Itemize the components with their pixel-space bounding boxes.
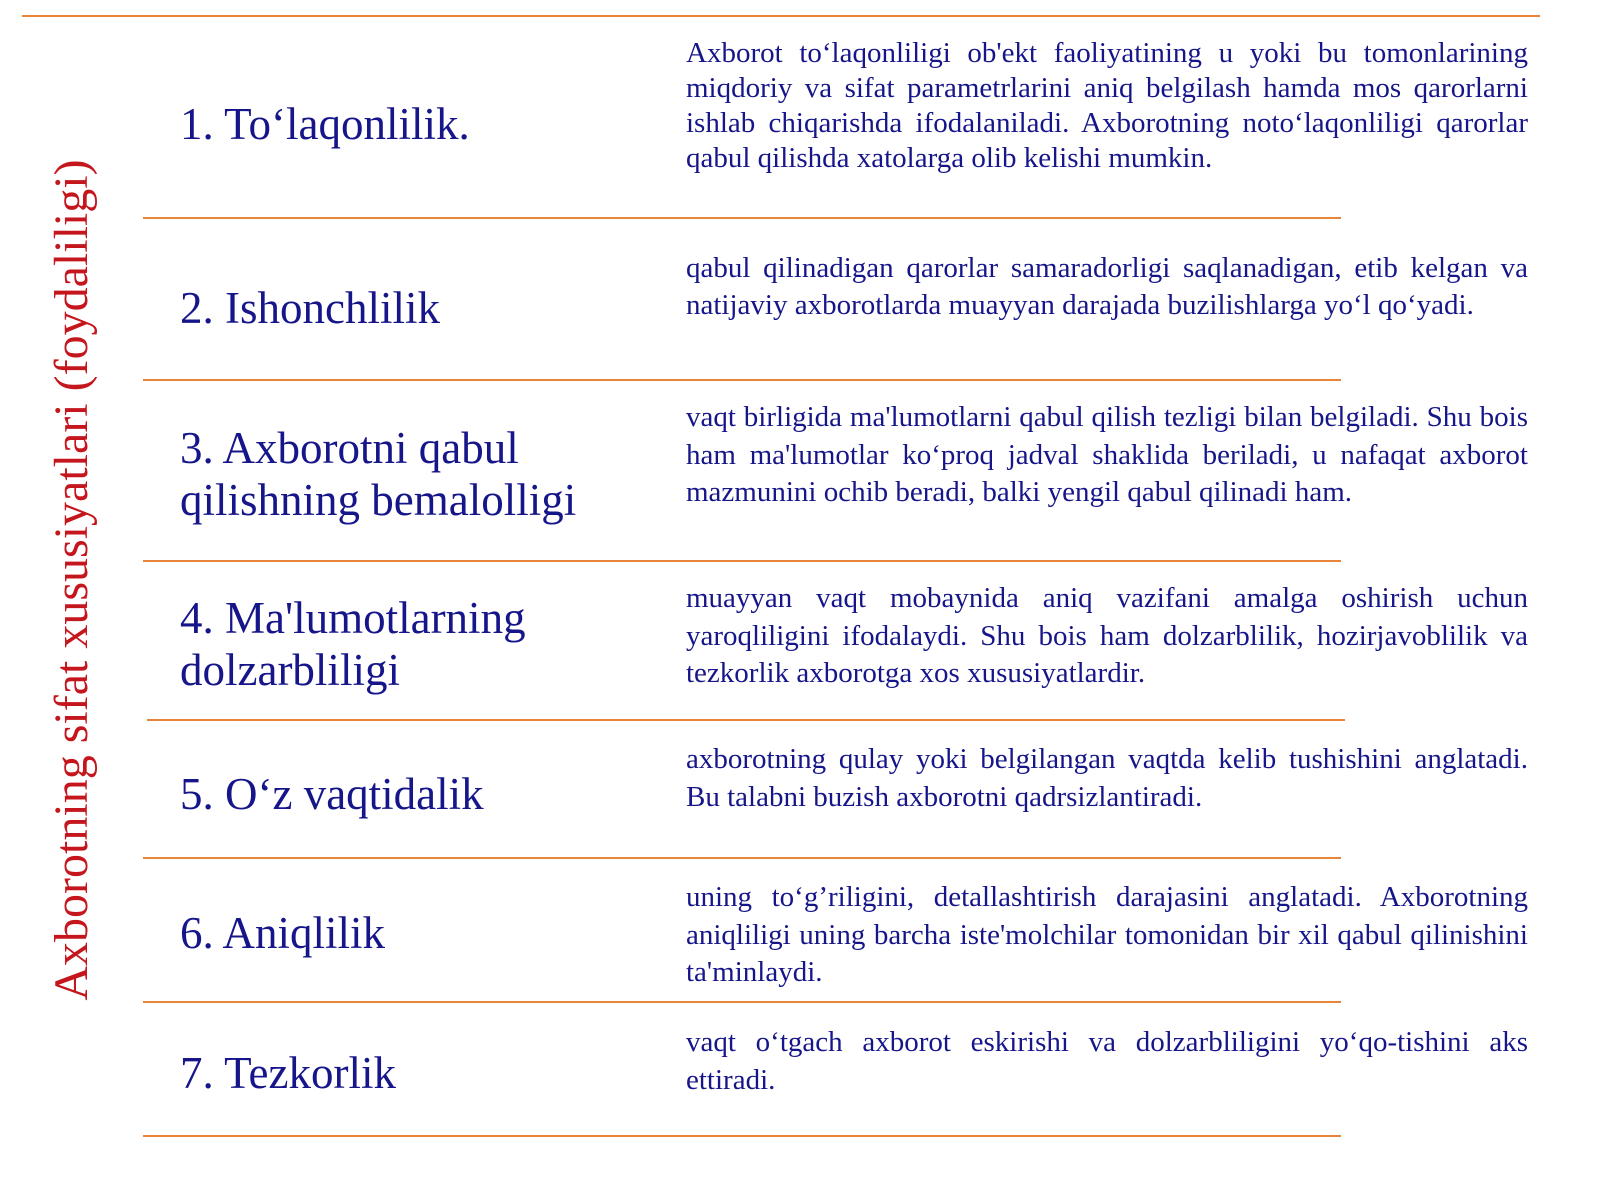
- property-description: axborotning qulay yoki belgilangan vaqtda kelib tushishini anglatadi. Bu talabni buzish axborotni qadrsizlantiradi.: [686, 743, 1528, 813]
- property-description: muayyan vaqt mobaynida aniq vazifani amalga oshirish uchun yaroqliligini ifodalaydi. Shu bois ham dolzarblilik, hozirjavoblilik va tezkorlik axborotga xos xususiyatlardir.: [686, 582, 1528, 689]
- side-title: Axborotning sifat xususiyatlari (foydaliligi): [45, 159, 98, 1001]
- property-description: vaqt o‘tgach axborot eskirishi va dolzarbliligini yo‘qo-tishini aks ettiradi.: [686, 1026, 1528, 1096]
- property-label: 7. Tezkorlik: [180, 1048, 396, 1098]
- row-divider: [147, 719, 1345, 721]
- property-label: 5. O‘z vaqtidalik: [180, 769, 484, 819]
- property-description: qabul qilinadigan qarorlar samaradorligi saqlanadigan, etib kelgan va natijaviy axborotlarda muayyan darajada buzilishlarga yo‘l qo‘yadi.: [686, 252, 1528, 321]
- property-label: 6. Aniqlilik: [180, 908, 386, 958]
- row-divider: [143, 1001, 1341, 1003]
- property-label: 1. To‘laqonlilik.: [180, 99, 470, 149]
- property-label: 4. Ma'lumotlarning dolzarbliligi: [180, 593, 526, 695]
- property-label: 3. Axborotni qabul qilishning bemalolligi: [180, 423, 577, 525]
- row-divider: [143, 379, 1341, 381]
- row-divider: [143, 1135, 1341, 1137]
- property-description: vaqt birligida ma'lumotlarni qabul qilish tezligi bilan belgiladi. Shu bois ham ma'lumotlar ko‘proq jadval shaklida beriladi, u nafaqat axborot mazmunini ochib beradi, balki yengil qabul qilinadi ham.: [686, 401, 1528, 508]
- row-divider: [143, 217, 1341, 219]
- row-divider: [143, 857, 1341, 859]
- row-divider: [143, 560, 1341, 562]
- property-description: Axborot to‘laqonliligi ob'ekt faoliyatining u yoki bu tomonlarining miqdoriy va sifat parametrlarini aniq belgilash hamda mos qarorlarni ishlab chiqarishda ifodalaniladi. Axborotning noto‘laqonliligi qarorlar qabul qilishda xatolarga olib kelishi mumkin.: [686, 37, 1528, 174]
- property-description: uning to‘g’riligini, detallashtirish darajasini anglatadi. Axborotning aniqliligi uning barcha iste'molchilar tomonidan bir xil qabul qilinishini ta'minlaydi.: [686, 881, 1528, 988]
- property-label: 2. Ishonchlilik: [180, 283, 440, 333]
